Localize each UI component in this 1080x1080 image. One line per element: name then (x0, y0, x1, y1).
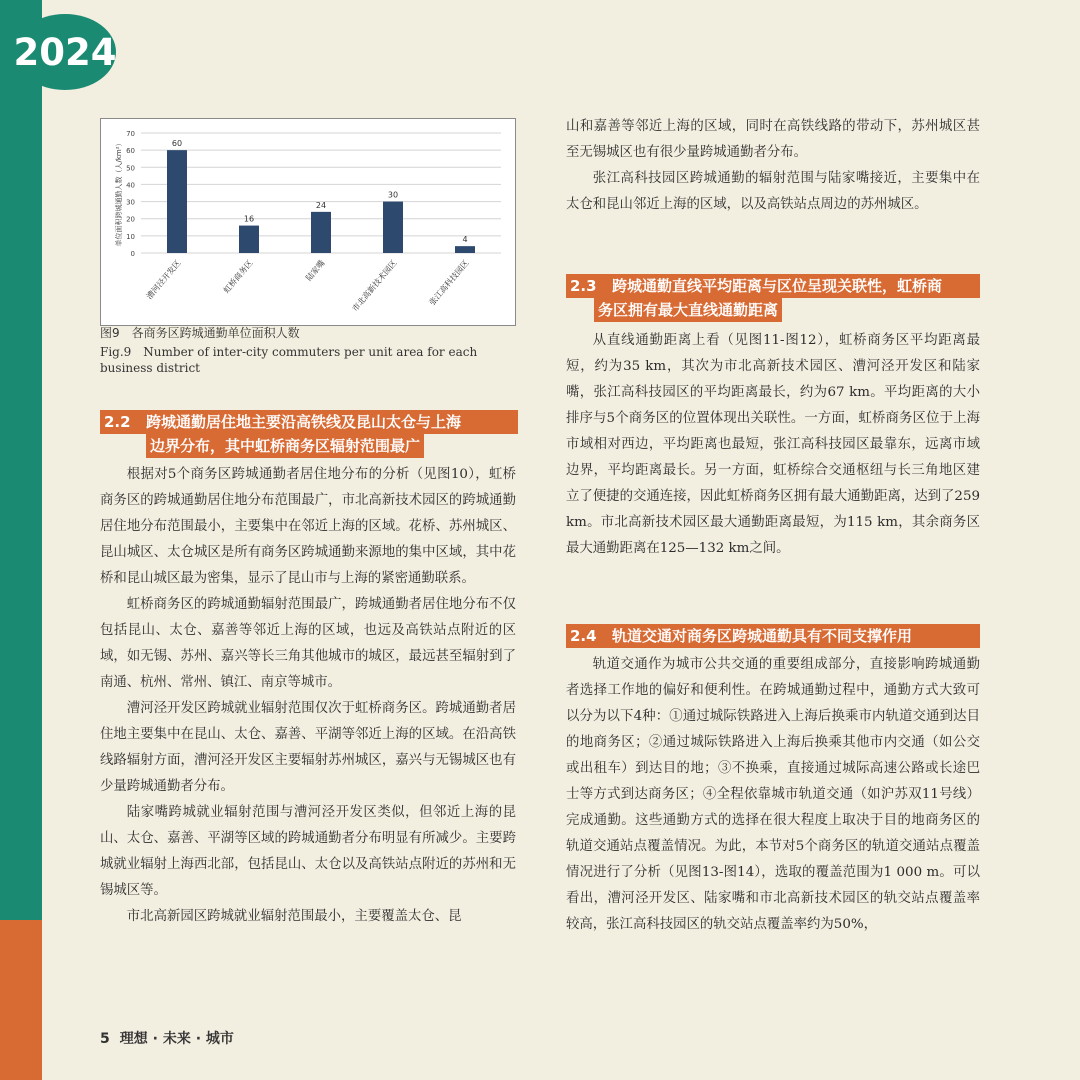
category-label: 市北高新技术园区 (350, 258, 399, 314)
data-label: 60 (171, 139, 183, 149)
paragraph: 从直线通勤距离上看（见图11-图12），虹桥商务区平均距离最短，约为35 km，其次为市北高新技术园区、漕河泾开发区和陆家嘴，张江高科技园区的平均距离最长，约为67 km。平均距离的大小排序与5个商务区的位置体现出关联性。一方面，虹桥商务区位于上海市域相对西边，平均距离也最短，张江高科技园区最靠东，远离市域边界，平均距离最长。另一方面，虹桥综合交通枢纽与长三角地区建立了便捷的交通连接，因此虹桥商务区拥有最大通勤距离，达到了259 km。市北高新技术园区最大通勤距离最短，为115 km，其余商务区最大通勤距离在125—132 km之间。 (566, 333, 980, 556)
data-label: 30 (387, 190, 399, 200)
data-label: 16 (243, 214, 255, 224)
bar (455, 246, 475, 253)
right-top-body (566, 114, 980, 218)
bar (167, 150, 187, 253)
paragraph: 根据对5个商务区跨城通勤者居住地分布的分析（见图10），虹桥商务区的跨城通勤居住地分布范围最广，市北高新技术园区的跨城通勤居住地分布范围最小，主要集中在邻近上海的区域。花桥、苏州城区、昆山城区、太仓城区是所有商务区跨城通勤来源地的集中区域，其中花桥和昆山城区最为密集，显示了昆山市与上海的紧密通勤联系。 (100, 467, 516, 586)
category-label: 虹桥商务区 (221, 258, 255, 295)
y-tick-label: 10 (126, 232, 135, 241)
data-label: 4 (462, 235, 468, 245)
y-tick-label: 50 (126, 164, 135, 173)
left-orange-band (0, 920, 42, 1080)
bar (311, 212, 331, 253)
paragraph: 虹桥商务区的跨城通勤辐射范围最广，跨城通勤者居住地分布不仅包括昆山、太仓、嘉善等邻近上海的区域，也远及高铁站点附近的区域，如无锡、苏州、嘉兴等长三角其他城市的城区，最远甚至辐射到了南通、杭州、常州、镇江、南京等城市。 (100, 597, 516, 690)
left-green-band (0, 0, 42, 920)
y-axis-label: 单位面积跨城通勤人数（人/km²） (115, 139, 123, 247)
figure-9-caption-en: Fig.9 Number of inter-city commuters per unit area for each business district (100, 345, 478, 375)
paragraph: 轨道交通作为城市公共交通的重要组成部分，直接影响跨城通勤者选择工作地的偏好和便利性。在跨城通勤过程中，通勤方式大致可以分为以下4种：①通过城际铁路进入上海后换乘市内轨道交通到达目的地商务区；②通过城际铁路进入上海后换乘其他市内交通（如公交或出租车）到达目的地；③不换乘，直接通过城际高速公路或长途巴士等方式到达商务区；④全程依靠城市轨道交通（如沪苏双11号线）完成通勤。这些通勤方式的选择在很大程度上取决于目的地商务区的轨道交通站点覆盖情况。为此，本节对5个商务区的轨道交通站点覆盖情况进行了分析（见图13-图14），选取的覆盖范围为1 000 m。可以看出，漕河泾开发区、陆家嘴和市北高新技术园区的轨交站点覆盖率较高，张江高科技园区的轨交站点覆盖率约为50%， (566, 657, 980, 932)
paragraph: 张江高科技园区跨城通勤的辐射范围与陆家嘴接近，主要集中在太仓和昆山邻近上海的区域，以及高铁站点周边的苏州城区。 (566, 171, 980, 212)
bar (383, 202, 403, 253)
y-tick-label: 20 (126, 215, 135, 224)
y-tick-label: 0 (130, 250, 135, 258)
section-number: 2.2 (104, 413, 131, 431)
section-2-4-heading (566, 624, 982, 648)
y-tick-label: 40 (126, 181, 135, 190)
page-footer (100, 1028, 234, 1048)
section-2-3-body (566, 328, 980, 562)
bar (239, 226, 259, 253)
figure-9-chart (100, 118, 516, 326)
section-title-line1: 轨道交通对商务区跨城通勤具有不同支撑作用 (612, 627, 913, 645)
data-label: 24 (315, 200, 327, 210)
y-tick-label: 70 (126, 130, 135, 138)
section-title-line2: 务区拥有最大直线通勤距离 (598, 301, 779, 319)
y-tick-label: 60 (126, 147, 135, 156)
paragraph: 市北高新园区跨城就业辐射范围最小，主要覆盖太仓、昆 (126, 909, 462, 924)
year-badge: 2024 (14, 14, 116, 90)
section-title-line1: 跨城通勤直线平均距离与区位呈现关联性，虹桥商 (612, 277, 943, 295)
category-label: 漕河泾开发区 (144, 258, 183, 302)
paragraph: 山和嘉善等邻近上海的区域，同时在高铁线路的带动下，苏州城区甚至无锡城区也有很少量跨城通勤者分布。 (566, 119, 980, 160)
publication-name: 理想 · 未来 · 城市 (119, 1031, 234, 1047)
paragraph: 陆家嘴跨城就业辐射范围与漕河泾开发区类似，但邻近上海的昆山、太仓、嘉善、平湖等区域的跨城通勤者分布明显有所减少。主要跨城就业辐射上海西北部，包括昆山、太仓以及高铁站点附近的苏州和无锡城区等。 (100, 805, 516, 898)
category-label: 陆家嘴 (304, 258, 327, 283)
section-2-4-body (566, 652, 980, 938)
section-title-line1: 跨城通勤居住地主要沿高铁线及昆山太仓与上海 (146, 413, 462, 431)
category-label: 张江高科技园区 (427, 258, 471, 308)
y-tick-label: 30 (126, 198, 135, 207)
paragraph: 漕河泾开发区跨城就业辐射范围仅次于虹桥商务区。跨城通勤者居住地主要集中在昆山、太仓、嘉善、平湖等邻近上海的区域。在沿高铁线路辐射方面，漕河泾开发区主要辐射苏州城区，嘉兴与无锡城区也有少量跨城通勤者分布。 (100, 701, 516, 794)
figure-9-caption-cn: 图9 各商务区跨城通勤单位面积人数 (100, 326, 300, 340)
section-number: 2.3 (570, 277, 597, 295)
section-2-2-body (100, 462, 516, 930)
page-number: 5 (100, 1031, 110, 1047)
section-number: 2.4 (570, 627, 597, 645)
bar-chart (101, 119, 515, 325)
section-title-line2: 边界分布，其中虹桥商务区辐射范围最广 (150, 437, 421, 455)
section-2-2-heading (100, 410, 520, 458)
section-2-3-heading (566, 274, 982, 322)
